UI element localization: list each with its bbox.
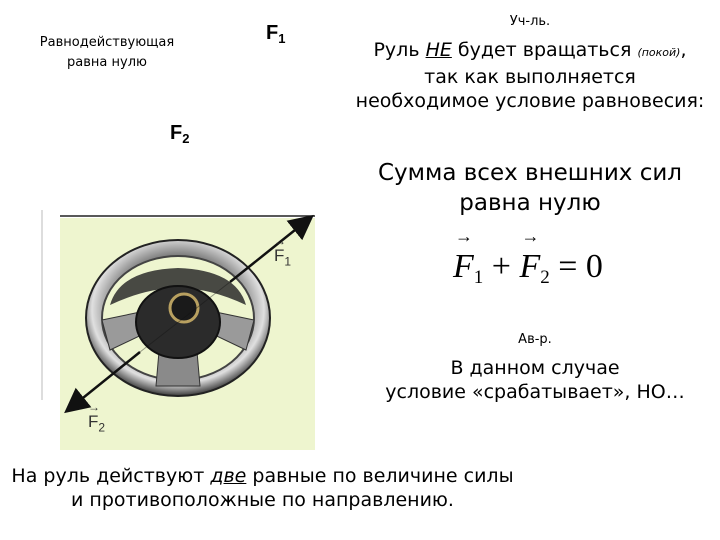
condition-block [345, 158, 715, 218]
formula-f1-sub: 1 [473, 267, 484, 288]
formula-plus: + [483, 248, 520, 285]
figure-f1-sub: 1 [284, 254, 292, 269]
figure-f2-label: → $F_2$ [88, 400, 106, 435]
figure-f1-letter: F [274, 246, 285, 265]
bottom-line1-em: две [210, 465, 247, 487]
formula-f2-sub: 2 [540, 267, 550, 288]
equilibrium-formula [453, 248, 603, 289]
teacher-line1-note: (покой) [637, 46, 681, 59]
teacher-line1-b: будет вращаться [451, 39, 632, 61]
f2-letter: F [170, 122, 183, 144]
teacher-line2: так как выполняется [424, 66, 636, 88]
student-speaker: Ав-р. [518, 332, 552, 347]
formula-f1 [453, 248, 483, 289]
formula-rhs: = 0 [549, 248, 603, 285]
formula-f2-letter: F [519, 248, 541, 285]
teacher-speaker: Уч-ль. [509, 14, 551, 29]
resultant-note [28, 33, 186, 73]
student-line1: В данном случае [450, 357, 620, 379]
formula-f1-letter: F [453, 248, 474, 285]
f1-letter: F [266, 22, 279, 44]
teacher-line1-a: Руль [373, 39, 426, 61]
figure-f2-letter: F [88, 412, 99, 431]
figure-f2-sub: 2 [98, 420, 106, 435]
teacher-line3: необходимое условие равновесия: [355, 90, 705, 112]
bottom-line1 [0, 464, 525, 488]
bottom-line1-a: На руль действуют [11, 465, 211, 487]
formula-f2 [519, 248, 549, 289]
teacher-line1-neg: НЕ [425, 39, 452, 61]
f2-subscript: 2 [182, 131, 190, 146]
teacher-block [340, 12, 720, 113]
bottom-line2: и противоположные по направлению. [71, 489, 454, 511]
f1-subscript: 1 [278, 31, 286, 46]
teacher-line1 [340, 38, 720, 65]
f1-label [266, 22, 285, 46]
bottom-statement [0, 464, 525, 512]
student-line2: условие «срабатывает», НО… [385, 381, 685, 403]
teacher-line1-end: , [680, 39, 687, 61]
student-block [350, 330, 720, 404]
steering-wheel-figure [40, 210, 320, 450]
resultant-note-line2: равна нулю [67, 55, 147, 70]
resultant-note-line1: Равнодействующая [39, 35, 175, 50]
figure-f1-label: → $F_1$ [274, 234, 292, 269]
condition-line2: равна нулю [459, 190, 601, 216]
condition-line1: Сумма всех внешних сил [377, 160, 683, 186]
bottom-line1-b: равные по величине силы [246, 465, 514, 487]
f2-label [170, 122, 189, 146]
